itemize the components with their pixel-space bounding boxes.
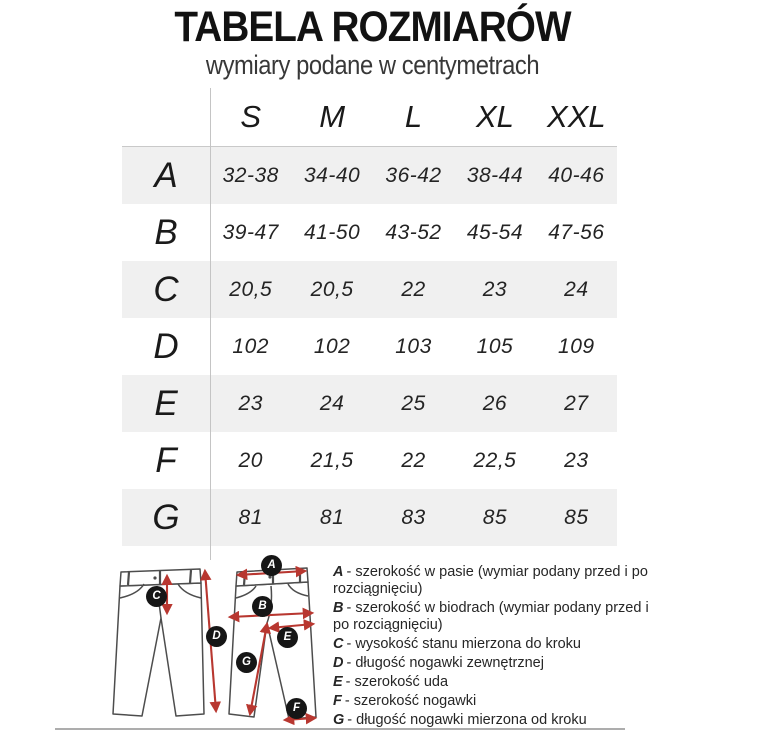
cell: 20,5: [310, 277, 354, 301]
bottom-edge-line: [55, 728, 625, 730]
table-row: [122, 147, 617, 204]
table-row: [122, 318, 617, 375]
cell: 24: [564, 277, 589, 301]
page-subtitle: wymiary podane w centymetrach: [205, 50, 540, 80]
table-column-divider: [210, 88, 211, 560]
column-header-m: M: [319, 99, 346, 134]
cell: 27: [564, 391, 589, 415]
legend-letter: C: [333, 636, 344, 652]
cell: 45-54: [466, 220, 524, 244]
cell: 40-46: [548, 163, 605, 187]
cell: 103: [395, 334, 432, 358]
legend-entry-e: [333, 674, 655, 691]
legend-entry-f: [333, 693, 655, 710]
table-row: [122, 375, 617, 432]
row-label: E: [154, 383, 178, 423]
legend-entry-d: [333, 655, 655, 672]
cell: 32-38: [222, 163, 279, 187]
legend-letter: E: [333, 674, 343, 690]
legend-entry-c: [333, 636, 655, 653]
legend-text: - szerokość uda: [345, 674, 449, 690]
cell: 22,5: [473, 448, 517, 472]
legend-letter: D: [333, 655, 344, 671]
column-header-s: S: [240, 99, 262, 134]
legend-letter: F: [333, 693, 342, 709]
column-header-xl: XL: [475, 99, 514, 134]
badge-b: B: [252, 596, 273, 617]
legend-text: - wysokość stanu mierzona do kroku: [346, 636, 581, 652]
table-row: [122, 204, 617, 261]
cell: 38-44: [466, 163, 524, 187]
cell: 39-47: [222, 220, 279, 244]
size-table: [122, 88, 617, 546]
pants-side-outline: [229, 568, 316, 719]
row-label: D: [153, 326, 179, 366]
cell: 23: [564, 448, 589, 472]
badge-f: F: [286, 698, 307, 719]
cell: 26: [482, 391, 508, 415]
cell: 23: [238, 391, 263, 415]
cell: 25: [401, 391, 426, 415]
cell: 85: [564, 505, 589, 529]
legend-letter: A: [333, 564, 344, 580]
badge-c: C: [146, 586, 167, 607]
column-header-xxl: XXL: [547, 99, 606, 134]
row-label: C: [153, 269, 179, 309]
badge-a: A: [261, 555, 282, 576]
row-label: G: [152, 497, 180, 537]
cell: 22: [401, 277, 426, 301]
legend-letter: B: [333, 600, 344, 616]
cell: 85: [482, 505, 508, 529]
legend-text: - długość nogawki mierzona od kroku: [347, 712, 587, 728]
legend-text: - długość nogawki zewnętrznej: [346, 655, 544, 671]
cell: 81: [319, 505, 345, 529]
cell: 21,5: [310, 448, 354, 472]
cell: 36-42: [385, 163, 442, 187]
cell: 102: [313, 334, 351, 358]
legend-text: - szerokość w pasie (wymiar podany przed i po rozciągnięciu): [333, 564, 648, 597]
page-title: TABELA ROZMIARÓW: [174, 3, 571, 51]
row-label: A: [154, 155, 178, 195]
cell: 23: [482, 277, 508, 301]
table-row: [122, 489, 617, 546]
measurement-legend: [333, 564, 655, 731]
cell: 105: [476, 334, 514, 358]
cell: 83: [401, 505, 426, 529]
badge-d: D: [206, 626, 227, 647]
cell: 24: [319, 391, 345, 415]
badge-e: E: [277, 627, 298, 648]
table-row: [122, 432, 617, 489]
legend-text: - szerokość w biodrach (wymiar podany przed i po rozciągnięciu): [333, 600, 649, 633]
column-header-l: L: [404, 99, 423, 134]
cell: 20: [238, 448, 263, 472]
legend-text: - szerokość nogawki: [344, 693, 477, 709]
size-table-header-row: [122, 88, 617, 147]
cell: 102: [232, 334, 269, 358]
cell: 109: [558, 334, 595, 358]
cell: 47-56: [548, 220, 605, 244]
legend-letter: G: [333, 712, 345, 728]
heading: [0, 4, 745, 79]
legend-entry-g: [333, 712, 655, 729]
cell: 20,5: [229, 277, 273, 301]
badge-g: G: [236, 652, 257, 673]
cell: 43-52: [385, 220, 442, 244]
row-label: F: [155, 440, 177, 480]
cell: 22: [401, 448, 426, 472]
cell: 81: [238, 505, 263, 529]
row-label: B: [154, 212, 178, 252]
table-row: [122, 261, 617, 318]
cell: 34-40: [304, 163, 361, 187]
cell: 41-50: [304, 220, 361, 244]
legend-entry-a: [333, 564, 655, 598]
legend-entry-b: [333, 600, 655, 634]
